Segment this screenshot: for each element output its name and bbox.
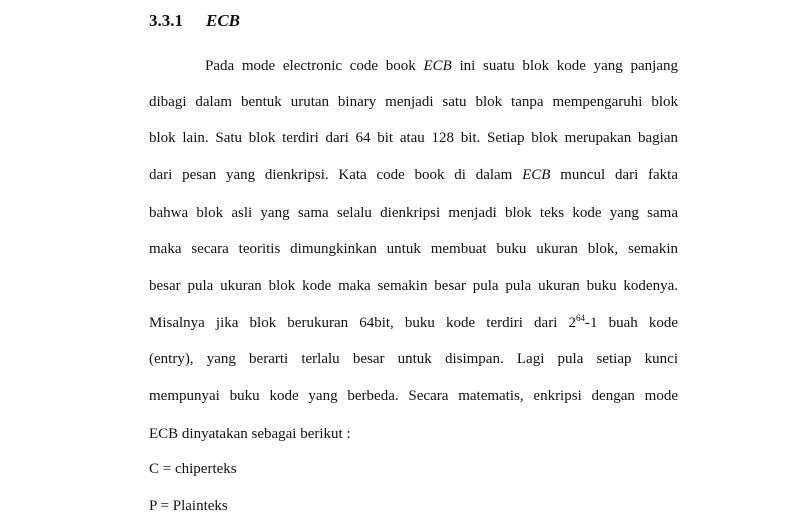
paragraph-line-6: maka secara teoritis dimungkinkan untuk membuat buku ukuran blok, semakin [149,241,678,257]
paragraph-line-1: Pada mode electronic code book ECB ini suatu blok kode yang panjang [205,58,678,74]
definition-c: C = chiperteks [149,461,237,477]
section-title: ECB [206,11,241,30]
definition-p: P = Plainteks [149,498,228,514]
paragraph-line-5: bahwa blok asli yang sama selalu dienkripsi menjadi blok teks kode yang sama [149,205,678,221]
section-number: 3.3.1 [149,11,183,30]
paragraph-line-8: Misalnya jika blok berukuran 64bit, buku kode terdiri dari $2^{64}-1$ buah kode [149,313,678,331]
paragraph-line-3: blok lain. Satu blok terdiri dari 64 bit atau 128 bit. Setiap blok merupakan bagian [149,130,678,146]
paragraph-line-2: dibagi dalam bentuk urutan binary menjadi satu blok tanpa mempengaruhi blok [149,94,678,110]
paragraph-line-10: mempunyai buku kode yang berbeda. Secara matematis, enkripsi dengan mode [149,388,678,404]
superscript-exponent: 64 [575,313,585,323]
paragraph-line-9: (entry), yang berarti terlalu besar untuk disimpan. Lagi pula setiap kunci [149,351,678,367]
paragraph-line-11: ECB dinyatakan sebagai berikut : [149,426,351,442]
section-heading [149,11,240,31]
paragraph-line-7: besar pula ukuran blok kode maka semakin besar pula pula ukuran buku kodenya. [149,278,678,294]
paragraph-line-4: dari pesan yang dienkripsi. Kata code book di dalam ECB muncul dari fakta [149,167,679,183]
